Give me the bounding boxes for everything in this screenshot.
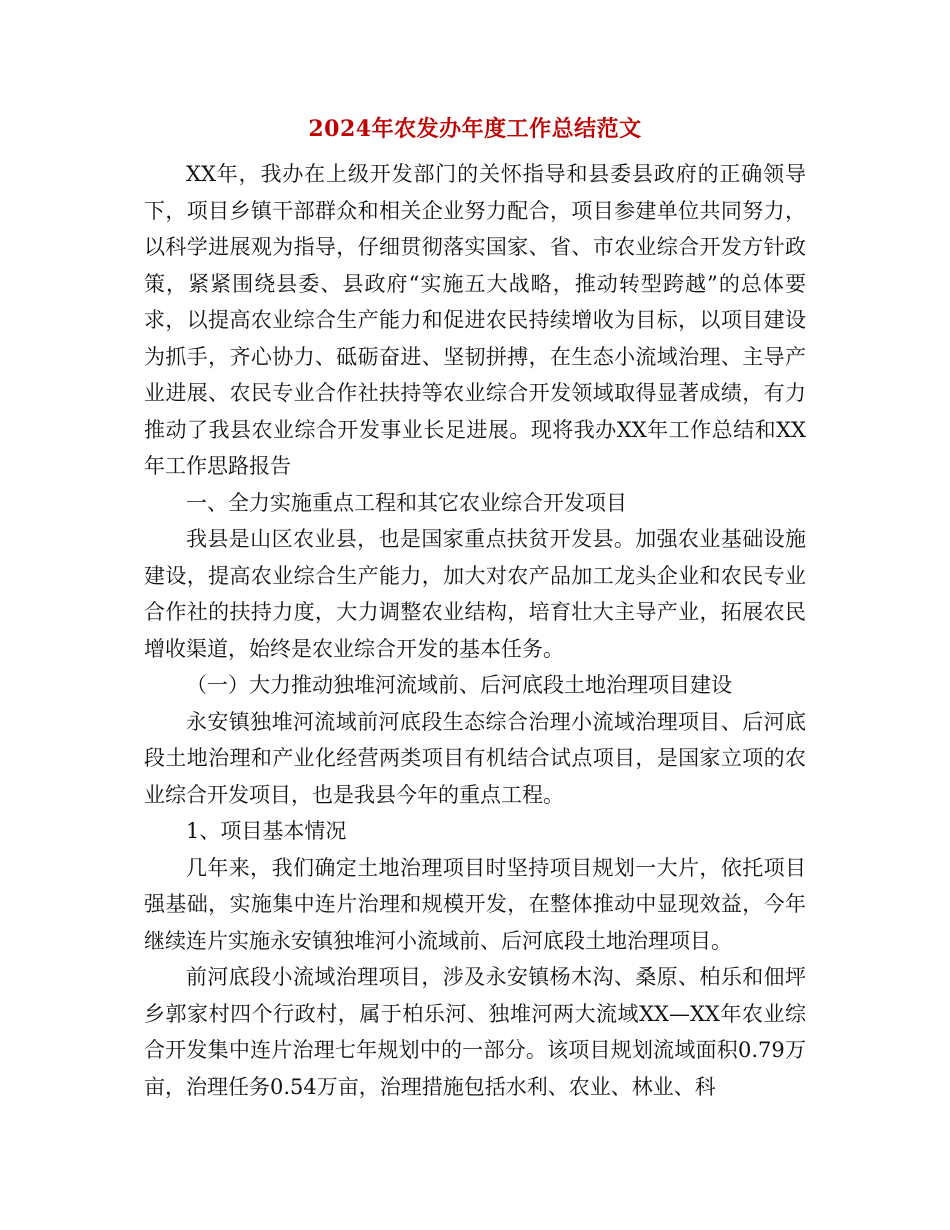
paragraph-intro: XX年，我办在上级开发部门的关怀指导和县委县政府的正确领导下，项目乡镇干部群众和相关企业努力配合，项目参建单位共同努力，以科学进展观为指导，仔细贯彻落实国家、省、市农业综合开发方针政策，紧紧围绕县委、县政府“实施五大战略，推动转型跨越”的总体要求，以提高农业综合生产能力和促进农民持续增收为目标，以项目建设为抓手，齐心协力、砥砺奋进、坚韧拼搏，在生态小流域治理、主导产业进展、农民专业合作社扶持等农业综合开发领域取得显著成绩，有力推动了我县农业综合开发事业长足进展。现将我办XX年工作总结和XX年工作思路报告: [144, 162, 806, 478]
paragraph-subsection-1: 永安镇独堆河流域前河底段生态综合治理小流域治理项目、后河底段土地治理和产业化经营两类项目有机结合试点项目，是国家立项的农业综合开发项目，也是我县今年的重点工程。: [144, 709, 806, 807]
paragraph-project-detail: 前河底段小流域治理项目，涉及永安镇杨木沟、桑原、柏乐和佃坪乡郭家村四个行政村，属于柏乐河、独堆河两大流域XX—XX年农业综合开发集中连片治理七年规划中的一部分。该项目规划流域面积0.79万亩，治理任务0.54万亩，治理措施包括水利、农业、林业、科: [144, 965, 806, 1099]
document-title: 2024年农发办年度工作总结范文: [308, 116, 642, 142]
paragraph-item-1: 几年来，我们确定土地治理项目时坚持项目规划一大片，依托项目强基础，实施集中连片治理和规模开发，在整体推动中显现效益，今年继续连片实施永安镇独堆河小流域前、后河底段土地治理项目。: [144, 855, 806, 953]
item-heading-1: 1、项目基本情况: [186, 819, 347, 843]
section-heading-1: 一、全力实施重点工程和其它农业综合开发项目: [186, 490, 627, 515]
paragraph-section-1: 我县是山区农业县，也是国家重点扶贫开发县。加强农业基础设施建设，提高农业综合生产能力，加大对农产品加工龙头企业和农民专业合作社的扶持力度，大力调整农业结构，培育壮大主导产业，拓展农民增收渠道，始终是农业综合开发的基本任务。: [144, 527, 806, 661]
document-body: [144, 156, 806, 1105]
subsection-heading-1: （一）大力推动独堆河流域前、后河底段土地治理项目建设: [186, 673, 732, 697]
